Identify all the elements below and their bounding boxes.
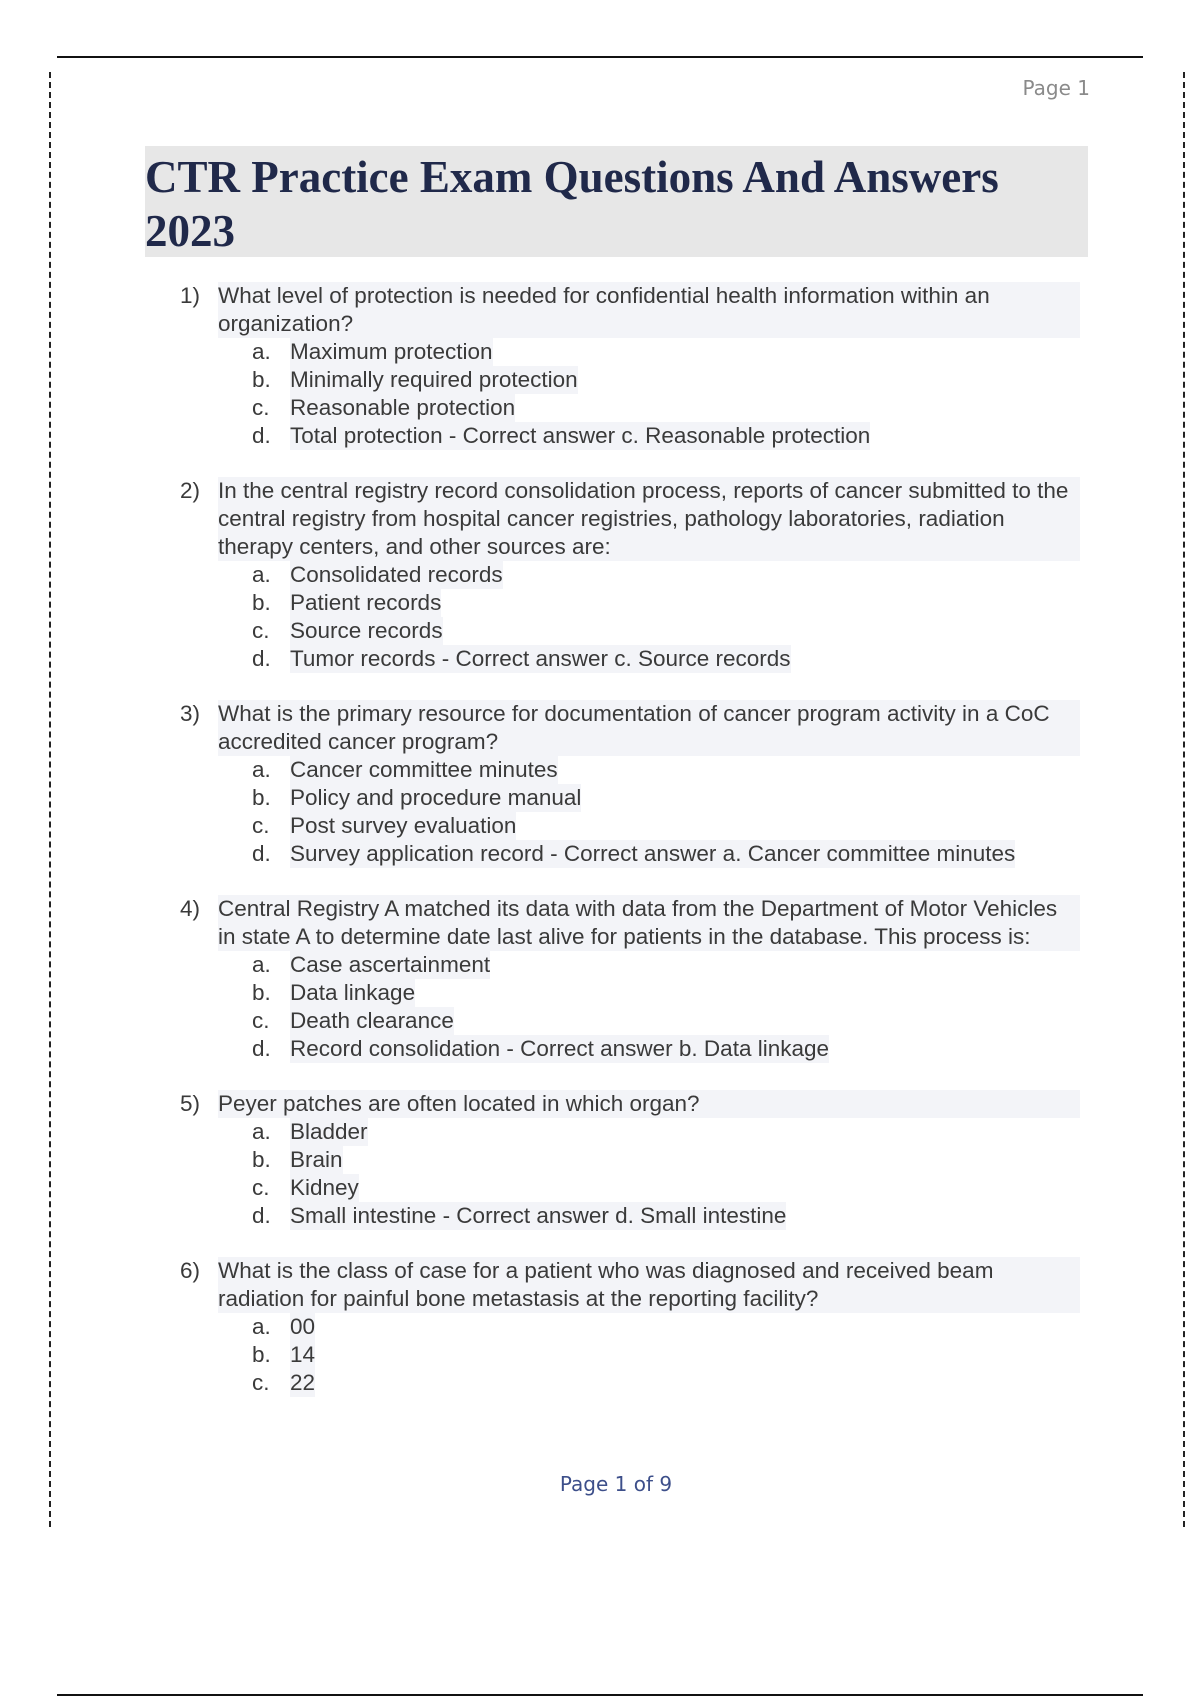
question-text: What is the class of case for a patient who was diagnosed and received beam radiation for painful bone metastasis at the reporting facility?: [218, 1257, 1080, 1313]
option-letter: b.: [252, 980, 271, 1005]
answer-option: [180, 1146, 1080, 1174]
option-text: Patient records: [290, 590, 442, 615]
option-letter: b.: [252, 367, 271, 392]
answer-option: [180, 812, 1080, 840]
bottom-rule: [57, 1694, 1143, 1696]
option-letter: a.: [252, 1314, 271, 1339]
answer-option: [180, 561, 1080, 589]
option-letter: b.: [252, 590, 271, 615]
option-text: Policy and procedure manual: [290, 785, 582, 810]
answer-options: [180, 561, 1080, 673]
option-letter: a.: [252, 562, 271, 587]
answer-options: [180, 1118, 1080, 1230]
option-letter: b.: [252, 1147, 271, 1172]
question-text: What level of protection is needed for confidential health information within an organization?: [218, 282, 1080, 338]
answer-option: [180, 394, 1080, 422]
question-row: [180, 1257, 1080, 1313]
option-text: Bladder: [290, 1119, 368, 1144]
option-text: Tumor records - Correct answer c. Source records: [290, 646, 791, 671]
left-dashed-border: [49, 72, 51, 1527]
question-number: 1): [180, 283, 201, 308]
option-text: Total protection - Correct answer c. Reasonable protection: [290, 423, 871, 448]
option-letter: d.: [252, 1036, 271, 1061]
answer-options: [180, 338, 1080, 450]
answer-option: [180, 422, 1080, 450]
option-text: Kidney: [290, 1175, 359, 1200]
option-text: Cancer committee minutes: [290, 757, 558, 782]
question-text: What is the primary resource for documentation of cancer program activity in a CoC accredited cancer program?: [218, 700, 1080, 756]
option-text: Death clearance: [290, 1008, 454, 1033]
answer-option: [180, 979, 1080, 1007]
option-letter: c.: [252, 1370, 270, 1395]
question-item: [180, 1090, 1080, 1230]
option-text: Maximum protection: [290, 339, 493, 364]
question-number: 4): [180, 896, 201, 921]
question-number: 5): [180, 1091, 201, 1116]
option-text: Minimally required protection: [290, 367, 578, 392]
option-text: Post survey evaluation: [290, 813, 517, 838]
option-text: 00: [290, 1314, 316, 1339]
answer-option: [180, 645, 1080, 673]
answer-options: [180, 951, 1080, 1063]
option-text: Small intestine - Correct answer d. Small intestine: [290, 1203, 787, 1228]
question-number: 6): [180, 1258, 201, 1283]
answer-option: [180, 617, 1080, 645]
question-text: Peyer patches are often located in which organ?: [218, 1090, 1080, 1118]
option-text: Record consolidation - Correct answer b. Data linkage: [290, 1036, 830, 1061]
question-text: In the central registry record consolidation process, reports of cancer submitted to the central registry from hospital cancer registries, pathology laboratories, radiation therapy centers, and other sources are:: [218, 477, 1080, 561]
answer-option: [180, 1118, 1080, 1146]
answer-option: [180, 1174, 1080, 1202]
answer-option: [180, 1007, 1080, 1035]
option-letter: d.: [252, 841, 271, 866]
answer-option: [180, 784, 1080, 812]
option-text: Consolidated records: [290, 562, 503, 587]
question-item: [180, 1257, 1080, 1397]
question-number: 3): [180, 701, 201, 726]
question-row: [180, 895, 1080, 951]
answer-option: [180, 951, 1080, 979]
answer-option: [180, 1341, 1080, 1369]
question-row: [180, 700, 1080, 756]
option-letter: a.: [252, 1119, 271, 1144]
answer-options: [180, 1313, 1080, 1397]
title-block: [145, 146, 1088, 257]
answer-option: [180, 338, 1080, 366]
answer-option: [180, 756, 1080, 784]
answer-option: [180, 1035, 1080, 1063]
page-header-label: Page 1: [1022, 76, 1090, 100]
option-text: 14: [290, 1342, 316, 1367]
option-text: Reasonable protection: [290, 395, 516, 420]
question-item: [180, 282, 1080, 450]
top-rule: [57, 56, 1143, 58]
option-letter: b.: [252, 1342, 271, 1367]
answer-options: [180, 756, 1080, 868]
question-row: [180, 1090, 1080, 1118]
option-letter: a.: [252, 339, 271, 364]
question-number: 2): [180, 478, 201, 503]
answer-option: [180, 1313, 1080, 1341]
document-title: CTR Practice Exam Questions And Answers 2023: [145, 152, 999, 256]
answer-option: [180, 840, 1080, 868]
option-letter: d.: [252, 423, 271, 448]
option-letter: c.: [252, 1175, 270, 1200]
question-item: [180, 477, 1080, 673]
option-letter: c.: [252, 618, 270, 643]
option-letter: a.: [252, 952, 271, 977]
question-row: [180, 477, 1080, 561]
option-letter: b.: [252, 785, 271, 810]
option-text: 22: [290, 1370, 316, 1395]
question-item: [180, 895, 1080, 1063]
answer-option: [180, 366, 1080, 394]
page-footer-label: Page 1 of 9: [559, 1472, 673, 1496]
right-dashed-border: [1183, 72, 1185, 1527]
option-letter: d.: [252, 646, 271, 671]
option-text: Source records: [290, 618, 443, 643]
answer-option: [180, 1202, 1080, 1230]
option-letter: c.: [252, 813, 270, 838]
option-text: Case ascertainment: [290, 952, 491, 977]
option-text: Brain: [290, 1147, 343, 1172]
option-letter: d.: [252, 1203, 271, 1228]
question-text: Central Registry A matched its data with data from the Department of Motor Vehicles in state A to determine date last alive for patients in the database. This process is:: [218, 895, 1080, 951]
answer-option: [180, 589, 1080, 617]
option-text: Survey application record - Correct answer a. Cancer committee minutes: [290, 841, 1016, 866]
question-item: [180, 700, 1080, 868]
option-letter: c.: [252, 1008, 270, 1033]
option-letter: a.: [252, 757, 271, 782]
question-row: [180, 282, 1080, 338]
option-text: Data linkage: [290, 980, 416, 1005]
option-letter: c.: [252, 395, 270, 420]
answer-option: [180, 1369, 1080, 1397]
question-list: [180, 282, 1080, 1424]
